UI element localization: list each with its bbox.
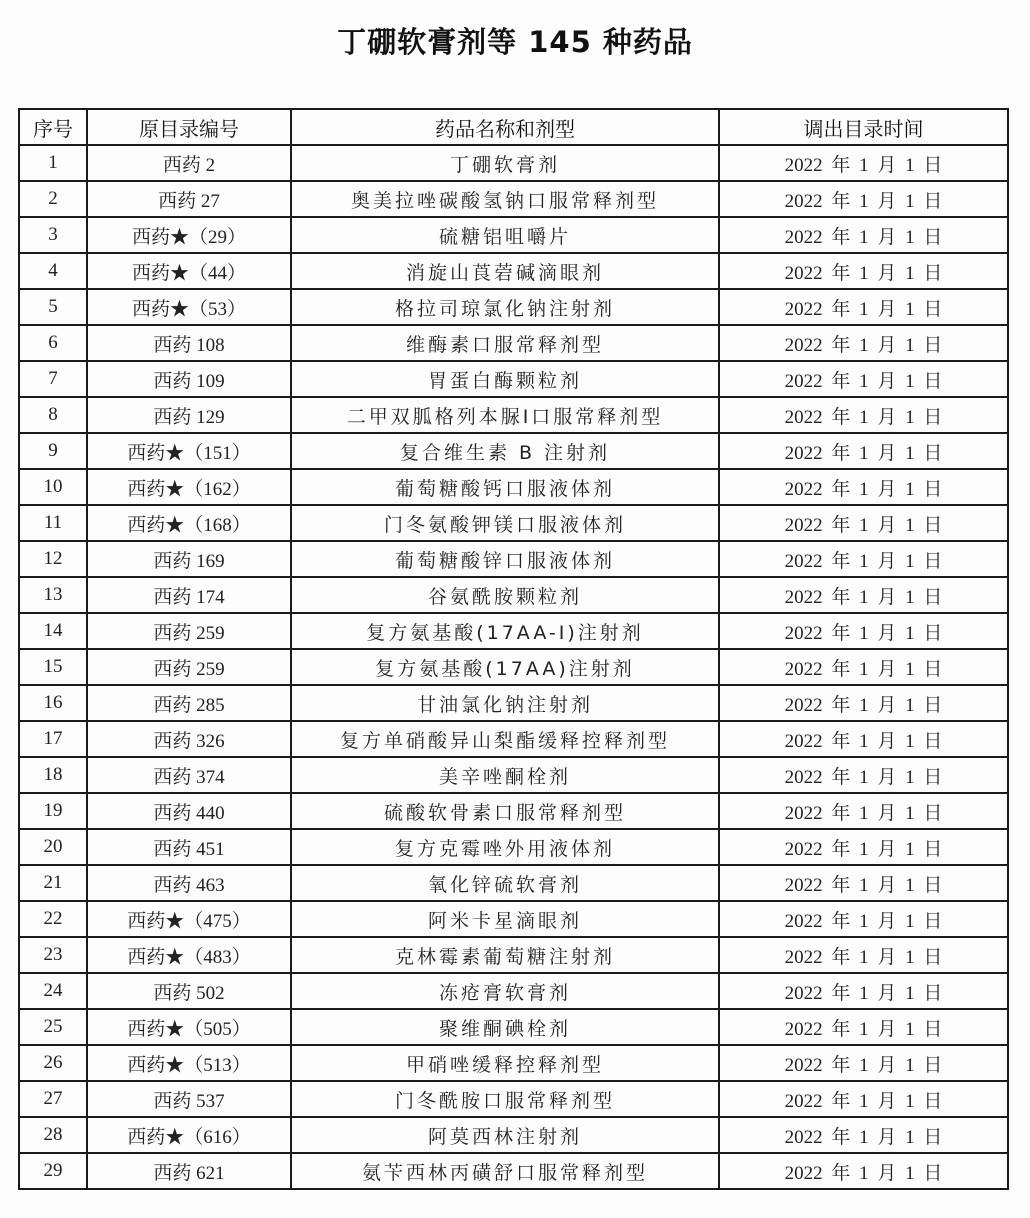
table-row: [19, 1081, 1008, 1117]
row-original-code: 西药 326: [87, 721, 291, 757]
row-removal-date: 2022 年 1 月 1 日: [719, 865, 1008, 901]
row-drug-name: 消旋山莨菪碱滴眼剂: [291, 253, 719, 289]
table-row: [19, 613, 1008, 649]
row-drug-name: 复方氨基酸(17AA)注射剂: [291, 649, 719, 685]
table-row: [19, 721, 1008, 757]
header-index: 序号: [19, 109, 87, 145]
row-drug-name: 氧化锌硫软膏剂: [291, 865, 719, 901]
table-row: [19, 397, 1008, 433]
row-original-code: 西药 621: [87, 1153, 291, 1189]
table-row: [19, 361, 1008, 397]
row-original-code: 西药 2: [87, 145, 291, 181]
row-removal-date: 2022 年 1 月 1 日: [719, 973, 1008, 1009]
row-drug-name: 门冬酰胺口服常释剂型: [291, 1081, 719, 1117]
row-removal-date: 2022 年 1 月 1 日: [719, 1045, 1008, 1081]
row-original-code: 西药★（483）: [87, 937, 291, 973]
row-removal-date: 2022 年 1 月 1 日: [719, 1117, 1008, 1153]
row-index: 2: [19, 181, 87, 217]
row-drug-name: 阿莫西林注射剂: [291, 1117, 719, 1153]
header-original-code: 原目录编号: [87, 109, 291, 145]
document-title: 丁硼软膏剂等 145 种药品: [337, 25, 693, 59]
row-drug-name: 丁硼软膏剂: [291, 145, 719, 181]
row-drug-name: 氨苄西林丙磺舒口服常释剂型: [291, 1153, 719, 1189]
row-original-code: 西药 463: [87, 865, 291, 901]
row-index: 14: [19, 613, 87, 649]
row-removal-date: 2022 年 1 月 1 日: [719, 361, 1008, 397]
row-drug-name: 硫糖铝咀嚼片: [291, 217, 719, 253]
row-removal-date: 2022 年 1 月 1 日: [719, 1081, 1008, 1117]
row-drug-name: 复方氨基酸(17AA-Ⅰ)注射剂: [291, 613, 719, 649]
row-index: 3: [19, 217, 87, 253]
row-original-code: 西药 451: [87, 829, 291, 865]
row-original-code: 西药★（162）: [87, 469, 291, 505]
row-index: 8: [19, 397, 87, 433]
row-index: 25: [19, 1009, 87, 1045]
row-index: 10: [19, 469, 87, 505]
table-row: [19, 757, 1008, 793]
table-row: [19, 1009, 1008, 1045]
row-removal-date: 2022 年 1 月 1 日: [719, 289, 1008, 325]
row-drug-name: 甲硝唑缓释控释剂型: [291, 1045, 719, 1081]
row-original-code: 西药★（505）: [87, 1009, 291, 1045]
table-row: [19, 793, 1008, 829]
header-drug-name: 药品名称和剂型: [291, 109, 719, 145]
row-drug-name: 克林霉素葡萄糖注射剂: [291, 937, 719, 973]
drug-list-table: [18, 108, 1009, 1190]
row-index: 19: [19, 793, 87, 829]
row-removal-date: 2022 年 1 月 1 日: [719, 685, 1008, 721]
row-original-code: 西药★（616）: [87, 1117, 291, 1153]
table-body: [19, 145, 1008, 1189]
row-index: 15: [19, 649, 87, 685]
row-index: 29: [19, 1153, 87, 1189]
row-removal-date: 2022 年 1 月 1 日: [719, 1009, 1008, 1045]
row-index: 4: [19, 253, 87, 289]
row-index: 28: [19, 1117, 87, 1153]
row-original-code: 西药★（29）: [87, 217, 291, 253]
row-original-code: 西药 537: [87, 1081, 291, 1117]
row-removal-date: 2022 年 1 月 1 日: [719, 1153, 1008, 1189]
row-drug-name: 复方单硝酸异山梨酯缓释控释剂型: [291, 721, 719, 757]
row-removal-date: 2022 年 1 月 1 日: [719, 757, 1008, 793]
row-drug-name: 甘油氯化钠注射剂: [291, 685, 719, 721]
table-header-row: [19, 109, 1008, 145]
row-index: 26: [19, 1045, 87, 1081]
table-row: [19, 289, 1008, 325]
row-removal-date: 2022 年 1 月 1 日: [719, 937, 1008, 973]
row-index: 1: [19, 145, 87, 181]
row-removal-date: 2022 年 1 月 1 日: [719, 721, 1008, 757]
row-index: 24: [19, 973, 87, 1009]
row-original-code: 西药 27: [87, 181, 291, 217]
row-removal-date: 2022 年 1 月 1 日: [719, 325, 1008, 361]
table-row: [19, 145, 1008, 181]
row-index: 23: [19, 937, 87, 973]
row-drug-name: 聚维酮碘栓剂: [291, 1009, 719, 1045]
table-row: [19, 577, 1008, 613]
row-drug-name: 胃蛋白酶颗粒剂: [291, 361, 719, 397]
row-index: 12: [19, 541, 87, 577]
row-index: 21: [19, 865, 87, 901]
row-drug-name: 硫酸软骨素口服常释剂型: [291, 793, 719, 829]
row-index: 16: [19, 685, 87, 721]
row-original-code: 西药★（151）: [87, 433, 291, 469]
row-original-code: 西药 259: [87, 649, 291, 685]
row-original-code: 西药 374: [87, 757, 291, 793]
row-drug-name: 葡萄糖酸钙口服液体剂: [291, 469, 719, 505]
row-removal-date: 2022 年 1 月 1 日: [719, 433, 1008, 469]
row-drug-name: 美辛唑酮栓剂: [291, 757, 719, 793]
row-removal-date: 2022 年 1 月 1 日: [719, 901, 1008, 937]
row-original-code: 西药 174: [87, 577, 291, 613]
table-row: [19, 253, 1008, 289]
row-drug-name: 冻疮膏软膏剂: [291, 973, 719, 1009]
row-removal-date: 2022 年 1 月 1 日: [719, 181, 1008, 217]
row-index: 13: [19, 577, 87, 613]
row-removal-date: 2022 年 1 月 1 日: [719, 505, 1008, 541]
table-row: [19, 505, 1008, 541]
row-removal-date: 2022 年 1 月 1 日: [719, 217, 1008, 253]
row-drug-name: 复方克霉唑外用液体剂: [291, 829, 719, 865]
row-original-code: 西药 109: [87, 361, 291, 397]
table-row: [19, 1045, 1008, 1081]
table-row: [19, 433, 1008, 469]
row-drug-name: 阿米卡星滴眼剂: [291, 901, 719, 937]
table-row: [19, 685, 1008, 721]
row-drug-name: 谷氨酰胺颗粒剂: [291, 577, 719, 613]
row-original-code: 西药★（475）: [87, 901, 291, 937]
row-drug-name: 二甲双胍格列本脲Ⅰ口服常释剂型: [291, 397, 719, 433]
row-removal-date: 2022 年 1 月 1 日: [719, 541, 1008, 577]
row-removal-date: 2022 年 1 月 1 日: [719, 793, 1008, 829]
row-index: 9: [19, 433, 87, 469]
row-original-code: 西药 285: [87, 685, 291, 721]
table-row: [19, 469, 1008, 505]
row-removal-date: 2022 年 1 月 1 日: [719, 649, 1008, 685]
row-original-code: 西药 108: [87, 325, 291, 361]
row-drug-name: 复合维生素 B 注射剂: [291, 433, 719, 469]
table-row: [19, 829, 1008, 865]
row-original-code: 西药 502: [87, 973, 291, 1009]
row-removal-date: 2022 年 1 月 1 日: [719, 145, 1008, 181]
table-row: [19, 865, 1008, 901]
row-index: 7: [19, 361, 87, 397]
row-removal-date: 2022 年 1 月 1 日: [719, 397, 1008, 433]
row-removal-date: 2022 年 1 月 1 日: [719, 577, 1008, 613]
row-removal-date: 2022 年 1 月 1 日: [719, 253, 1008, 289]
table-row: [19, 1153, 1008, 1189]
row-index: 11: [19, 505, 87, 541]
table-row: [19, 1117, 1008, 1153]
row-index: 27: [19, 1081, 87, 1117]
row-original-code: 西药 440: [87, 793, 291, 829]
row-index: 20: [19, 829, 87, 865]
header-removal-date: 调出目录时间: [719, 109, 1008, 145]
row-index: 18: [19, 757, 87, 793]
row-original-code: 西药 169: [87, 541, 291, 577]
row-drug-name: 奥美拉唑碳酸氢钠口服常释剂型: [291, 181, 719, 217]
table-row: [19, 901, 1008, 937]
row-original-code: 西药 129: [87, 397, 291, 433]
row-original-code: 西药★（44）: [87, 253, 291, 289]
row-drug-name: 维酶素口服常释剂型: [291, 325, 719, 361]
table-row: [19, 937, 1008, 973]
table-row: [19, 541, 1008, 577]
table-row: [19, 181, 1008, 217]
row-index: 22: [19, 901, 87, 937]
row-index: 17: [19, 721, 87, 757]
row-removal-date: 2022 年 1 月 1 日: [719, 829, 1008, 865]
row-removal-date: 2022 年 1 月 1 日: [719, 469, 1008, 505]
table-row: [19, 973, 1008, 1009]
row-original-code: 西药 259: [87, 613, 291, 649]
row-drug-name: 葡萄糖酸锌口服液体剂: [291, 541, 719, 577]
table-row: [19, 325, 1008, 361]
table-row: [19, 217, 1008, 253]
row-original-code: 西药★（53）: [87, 289, 291, 325]
table-row: [19, 649, 1008, 685]
row-index: 6: [19, 325, 87, 361]
row-original-code: 西药★（168）: [87, 505, 291, 541]
row-index: 5: [19, 289, 87, 325]
row-drug-name: 门冬氨酸钾镁口服液体剂: [291, 505, 719, 541]
row-original-code: 西药★（513）: [87, 1045, 291, 1081]
row-drug-name: 格拉司琼氯化钠注射剂: [291, 289, 719, 325]
row-removal-date: 2022 年 1 月 1 日: [719, 613, 1008, 649]
